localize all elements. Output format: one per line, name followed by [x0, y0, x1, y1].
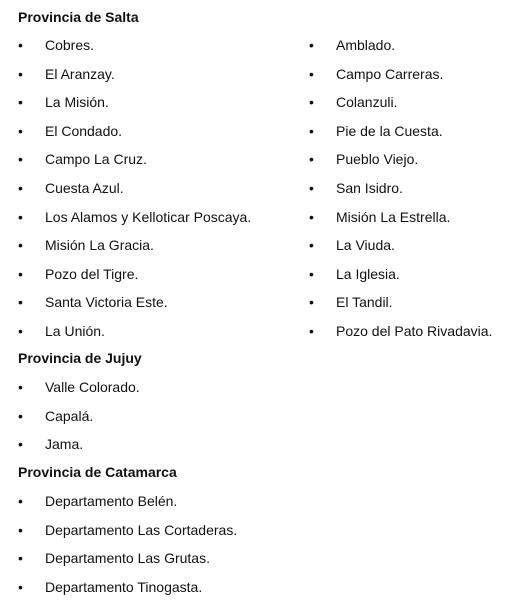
- list-item: [309, 122, 509, 151]
- section-heading-jujuy: Provincia de Jujuy: [18, 350, 142, 366]
- bullet-icon: •: [18, 122, 23, 139]
- list-item: [18, 521, 318, 550]
- list-item: [18, 407, 318, 436]
- bullet-icon: •: [309, 37, 314, 53]
- bullet-icon: •: [309, 122, 314, 139]
- list-item-label: Campo Carreras.: [336, 65, 444, 82]
- bullet-icon: •: [309, 65, 314, 82]
- list-item-label: Santa Victoria Este.: [45, 294, 168, 311]
- list-item: [18, 265, 298, 294]
- list-item-label: Pueblo Viejo.: [336, 151, 419, 168]
- list-item-label: Misión La Gracia.: [45, 237, 154, 254]
- list-item: [18, 122, 298, 151]
- list-item: [309, 150, 509, 179]
- catamarca-list: [18, 492, 318, 606]
- bullet-icon: •: [309, 322, 314, 339]
- list-item: [309, 236, 509, 265]
- list-item: [18, 65, 298, 94]
- bullet-icon: •: [18, 493, 23, 509]
- bullet-icon: •: [18, 294, 23, 311]
- list-item-label: El Condado.: [45, 122, 123, 139]
- bullet-icon: •: [309, 179, 314, 196]
- list-item: [18, 93, 298, 122]
- list-item-label: Cuesta Azul.: [45, 179, 124, 196]
- list-item: [309, 36, 509, 65]
- bullet-icon: •: [18, 578, 23, 595]
- list-item: [309, 179, 509, 208]
- list-item-label: El Tandil.: [336, 294, 393, 311]
- list-item-label: Amblado.: [336, 37, 396, 53]
- list-item-label: Departamento Las Grutas.: [45, 550, 210, 567]
- list-item-label: Pozo del Tigre.: [45, 265, 139, 282]
- list-item-label: La Iglesia.: [336, 265, 400, 282]
- list-item: [18, 435, 318, 464]
- list-item: [309, 208, 509, 237]
- list-item-label: Valle Colorado.: [45, 379, 140, 395]
- bullet-icon: •: [18, 322, 23, 339]
- list-item: [18, 36, 298, 65]
- bullet-icon: •: [18, 550, 23, 567]
- bullet-icon: •: [309, 237, 314, 254]
- bullet-icon: •: [18, 436, 23, 453]
- salta-list-left: [18, 36, 298, 351]
- list-item-label: La Viuda.: [336, 237, 395, 254]
- list-item-label: San Isidro.: [336, 179, 403, 196]
- list-item-label: Departamento Belén.: [45, 493, 178, 509]
- bullet-icon: •: [18, 179, 23, 196]
- list-item-label: La Unión.: [45, 322, 105, 339]
- list-item: [309, 322, 509, 351]
- list-item-label: Jama.: [45, 436, 84, 453]
- list-item-label: Cobres.: [45, 37, 95, 53]
- list-item: [18, 549, 318, 578]
- bullet-icon: •: [18, 265, 23, 282]
- bullet-icon: •: [18, 151, 23, 168]
- bullet-icon: •: [18, 208, 23, 225]
- bullet-icon: •: [309, 294, 314, 311]
- list-item: [18, 378, 318, 407]
- list-item-label: Departamento Las Cortaderas.: [45, 521, 238, 538]
- list-item-label: Departamento Tinogasta.: [45, 578, 203, 595]
- list-item: [309, 93, 509, 122]
- list-item: [18, 179, 298, 208]
- bullet-icon: •: [309, 265, 314, 282]
- salta-list-right: [309, 36, 509, 351]
- bullet-icon: •: [18, 94, 23, 111]
- list-item: [309, 65, 509, 94]
- list-item: [18, 208, 298, 237]
- bullet-icon: •: [18, 521, 23, 538]
- list-item-label: Pie de la Cuesta.: [336, 122, 443, 139]
- bullet-icon: •: [309, 94, 314, 111]
- list-item: [18, 293, 298, 322]
- bullet-icon: •: [18, 37, 23, 53]
- bullet-icon: •: [18, 237, 23, 254]
- list-item: [18, 150, 298, 179]
- list-item: [309, 265, 509, 294]
- list-item-label: La Misión.: [45, 94, 109, 111]
- list-item-label: El Aranzay.: [45, 65, 115, 82]
- list-item: [18, 492, 318, 521]
- bullet-icon: •: [18, 379, 23, 395]
- bullet-icon: •: [18, 407, 23, 424]
- list-item-label: Pozo del Pato Rivadavia.: [336, 322, 493, 339]
- section-heading-salta: Provincia de Salta: [18, 9, 139, 25]
- list-item: [309, 293, 509, 322]
- bullet-icon: •: [18, 65, 23, 82]
- list-item: [18, 578, 318, 606]
- list-item-label: Capalá.: [45, 407, 94, 424]
- list-item-label: Misión La Estrella.: [336, 208, 451, 225]
- jujuy-list: [18, 378, 318, 464]
- list-item-label: Campo La Cruz.: [45, 151, 147, 168]
- list-item: [18, 322, 298, 351]
- list-item-label: Los Alamos y Kelloticar Poscaya.: [45, 208, 252, 225]
- list-item-label: Colanzuli.: [336, 94, 398, 111]
- section-heading-catamarca: Provincia de Catamarca: [18, 464, 177, 480]
- list-item: [18, 236, 298, 265]
- bullet-icon: •: [309, 151, 314, 168]
- bullet-icon: •: [309, 208, 314, 225]
